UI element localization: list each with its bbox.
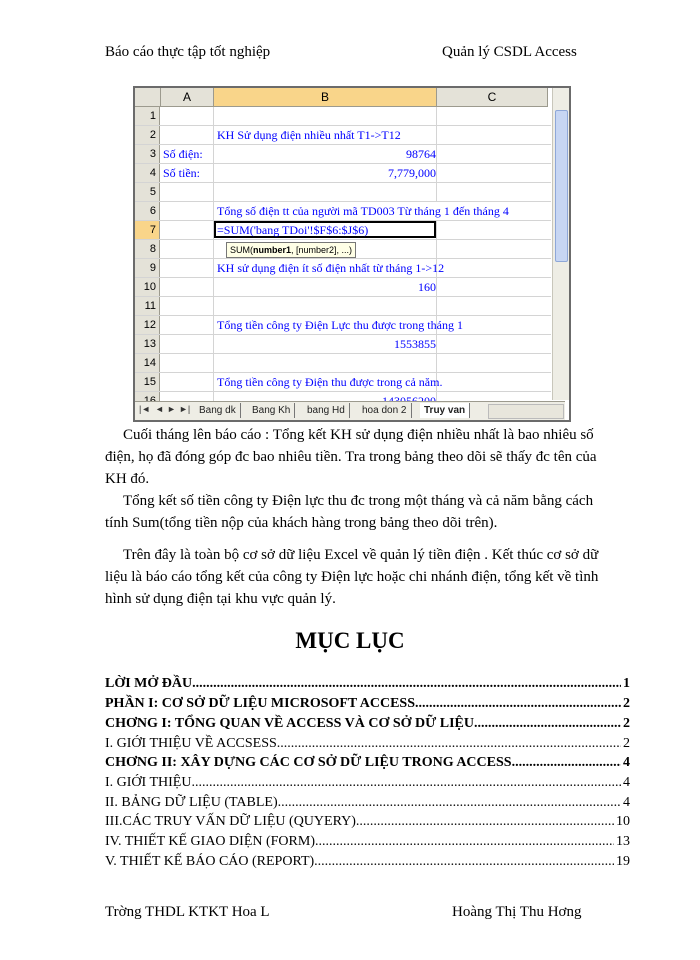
cell-b10[interactable]: 160 [418, 280, 436, 294]
toc-leader [315, 832, 614, 852]
row-10 [135, 278, 551, 297]
select-all-corner[interactable] [135, 88, 161, 107]
row-number[interactable]: 11 [135, 297, 160, 315]
toc-label: CHƠNG II: XÂY DỰNG CÁC CƠ SỞ DỮ LIỆU TRONG ACCESS [105, 755, 512, 770]
toc-page: 4 [623, 795, 630, 810]
sheet-tab-hoa-don-2[interactable]: hoa don 2 [358, 403, 412, 418]
row-number[interactable]: 2 [135, 126, 160, 144]
toc-leader [278, 793, 621, 813]
sheet-tab-bang-hd[interactable]: bang Hd [303, 403, 350, 418]
toc-leader [318, 852, 614, 872]
next-sheet-icon[interactable]: ► [167, 404, 176, 414]
cell-a4[interactable]: Số tiền: [163, 166, 201, 180]
toc-label: I. GIỚI THIỆU VỀ ACCSESS [105, 736, 277, 751]
row-4 [135, 164, 551, 183]
toc-label: I. GIỚI THIỆU [105, 775, 192, 790]
paragraph-3: Trên đây là toàn bộ cơ sở dữ liệu Excel về quản lý tiền điện . Kết thúc cơ sở dữ liệu là báo cáo tổng kết của công ty Điện lực hoặc chi nhánh điện, tổng kết về tình hình sử dụng điện tại khu vực quản lý. [105, 547, 599, 607]
footer-left: Trờng THDL KTKT Hoa L [105, 904, 270, 920]
toc-leader [191, 773, 621, 793]
row-number[interactable]: 13 [135, 335, 160, 353]
sheet-tab-bar [135, 401, 565, 420]
toc-page: 2 [623, 736, 630, 751]
header-left: Báo cáo thực tập tốt nghiệp [105, 44, 271, 60]
spreadsheet [133, 86, 571, 422]
function-tooltip[interactable] [226, 242, 356, 258]
toc-leader [474, 714, 621, 734]
cell-b9[interactable]: KH sử dụng điện ít số điện nhất từ tháng 1->12 [217, 261, 445, 275]
row-number[interactable]: 4 [135, 164, 160, 182]
row-6 [135, 202, 551, 221]
row-14 [135, 354, 551, 373]
row-number[interactable]: 3 [135, 145, 160, 163]
toc-entry[interactable] [105, 694, 630, 714]
scroll-thumb[interactable] [555, 110, 568, 262]
toc-page: 10 [616, 814, 630, 829]
cell-b3[interactable]: 98764 [406, 147, 436, 161]
toc-leader [512, 753, 621, 773]
toc-leader [356, 812, 614, 832]
row-5 [135, 183, 551, 202]
cell-b12[interactable]: Tổng tiền công ty Điện Lực thu được trong tháng 1 [217, 318, 463, 332]
column-header-c[interactable]: C [437, 88, 548, 107]
toc-page: 1 [623, 676, 630, 691]
toc-page: 4 [623, 755, 630, 770]
row-2 [135, 126, 551, 145]
header-right: Quản lý CSDL Access [442, 44, 577, 60]
column-header-b[interactable]: B [214, 88, 437, 107]
row-15 [135, 373, 551, 392]
toc-label: II. BẢNG DỮ LIỆU (TABLE) [105, 795, 278, 810]
cell-b13[interactable]: 1553855 [394, 337, 436, 351]
column-header-a[interactable]: A [161, 88, 214, 107]
vertical-scrollbar[interactable] [552, 88, 569, 400]
row-number[interactable]: 12 [135, 316, 160, 334]
toc-entry[interactable] [105, 734, 630, 754]
row-number[interactable]: 15 [135, 373, 160, 391]
row-number[interactable]: 1 [135, 107, 160, 125]
toc-label: LỜI MỞ ĐẦU [105, 676, 193, 691]
row-number[interactable]: 10 [135, 278, 160, 296]
cell-b6[interactable]: Tổng số điện tt của người mã TD003 Từ tháng 1 đến tháng 4 [217, 204, 509, 218]
toc-label: PHẦN I: CƠ SỞ DỮ LIỆU MICROSOFT ACCESS [105, 696, 415, 711]
row-7 [135, 221, 551, 240]
cell-b4[interactable]: 7,779,000 [388, 166, 436, 180]
toc-label: CHƠNG I: TỔNG QUAN VỀ ACCESS VÀ CƠ SỞ DỮ LIỆU [105, 716, 474, 731]
toc-entry[interactable] [105, 793, 630, 813]
row-8 [135, 240, 551, 259]
paragraph-1: Cuối tháng lên báo cáo : Tổng kết KH sử dụng điện nhiều nhất là bao nhiêu số điện, họ đã đóng góp đc bao nhiêu tiền. Tra trong bảng theo dõi sẽ thấy đc tên của KH đó. [105, 427, 597, 487]
row-13 [135, 335, 551, 354]
row-9 [135, 259, 551, 278]
toc-page: 4 [623, 775, 630, 790]
row-12 [135, 316, 551, 335]
toc-page: 19 [616, 854, 630, 869]
cell-a3[interactable]: Số điện: [163, 147, 203, 161]
row-number[interactable]: 7 [135, 221, 160, 239]
cell-b15[interactable]: Tổng tiền công ty Điện thu được trong cả năm. [217, 375, 443, 389]
sheet-tab-bang-dk[interactable]: Bang dk [195, 403, 241, 418]
toc-page: 2 [623, 696, 630, 711]
toc-label: III.CÁC TRUY VẤN DỮ LIỆU (QUYERY) [105, 814, 356, 829]
toc-page: 2 [623, 716, 630, 731]
row-3 [135, 145, 551, 164]
sheet-tab-bang-kh[interactable]: Bang Kh [248, 403, 295, 418]
toc-entry[interactable] [105, 753, 630, 773]
paragraph-2: Tổng kết số tiền công ty Điện lực thu đc trong một tháng và cả năm bằng cách tính Sum(tổng tiền nộp của khách hàng trong bảng theo dõi trên). [105, 493, 594, 531]
row-11 [135, 297, 551, 316]
row-1 [135, 107, 551, 126]
toc-leader [415, 694, 621, 714]
row-number[interactable]: 14 [135, 354, 160, 372]
cell-b2[interactable]: KH Sử dụng điện nhiều nhất T1->T12 [217, 128, 401, 142]
toc-entry[interactable] [105, 832, 630, 852]
tooltip-prefix: SUM( [230, 245, 253, 255]
prev-sheet-icon[interactable]: ◄ [155, 404, 164, 414]
row-number[interactable]: 5 [135, 183, 160, 201]
toc-label: IV. THIẾT KẾ GIAO DIỆN (FORM) [105, 834, 315, 849]
row-number[interactable]: 6 [135, 202, 160, 220]
toc-entry[interactable] [105, 714, 630, 734]
toc-entry[interactable] [105, 812, 630, 832]
toc-entry[interactable] [105, 674, 630, 694]
footer-right: Hoàng Thị Thu Hơng [452, 904, 582, 920]
toc-title: MỤC LỤC [295, 628, 405, 653]
horizontal-scrollbar[interactable] [488, 404, 564, 419]
cell-b7-formula[interactable]: =SUM('bang TDoi'!$F$6:$J$6) [217, 223, 369, 237]
toc-label: V. THIẾT KẾ BÁO CÁO (REPORT). [105, 854, 318, 869]
sheet-tab-truy-van[interactable]: Truy van [420, 403, 470, 418]
toc-page: 13 [616, 834, 630, 849]
toc-leader [277, 734, 621, 754]
tooltip-rest: , [number2], ...) [291, 245, 353, 255]
toc-entry[interactable] [105, 852, 630, 872]
tooltip-arg: number1 [253, 245, 292, 255]
toc-entry[interactable] [105, 773, 630, 793]
toc-leader [192, 674, 621, 694]
last-sheet-icon[interactable]: ►| [179, 404, 191, 414]
first-sheet-icon[interactable]: |◄ [139, 404, 151, 414]
row-number[interactable]: 9 [135, 259, 160, 277]
row-number[interactable]: 8 [135, 240, 160, 258]
